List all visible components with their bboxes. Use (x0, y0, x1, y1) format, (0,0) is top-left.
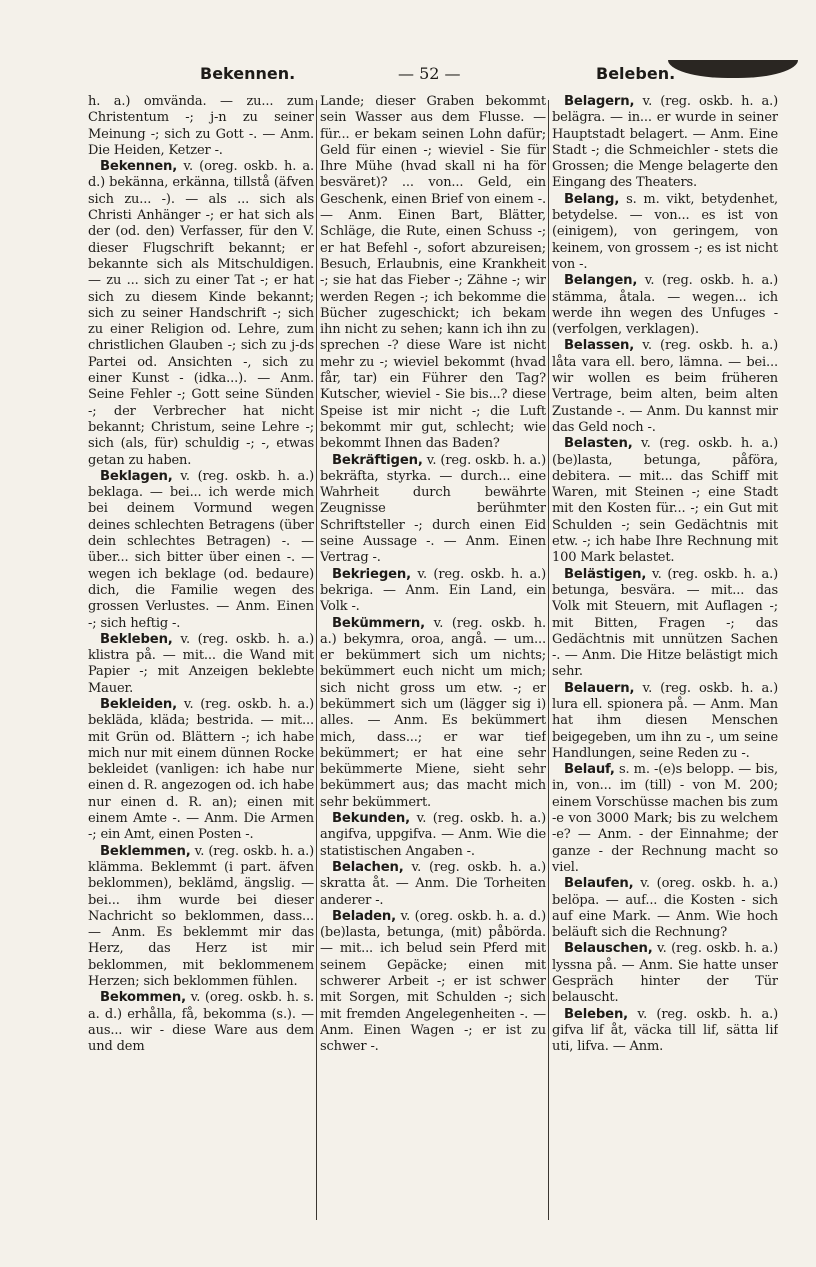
column-1 (88, 94, 314, 1244)
dictionary-entry (320, 811, 546, 860)
entry-text: v. (oreg. oskb. h. a. d.) (be)lasta, betunga, (mit) påbörda. — mit... ich belud sein Pferd mit seinem Gepäcke; einen mit schwerer Arbeit -; er ist schwer mit Sorgen, mit Schulden -; sich mit fremden Angelegenheiten -. — Anm. Einen Wagen -; er ist zu schwer -. (320, 908, 546, 1055)
entry-text: v. (oreg. oskb. h. a. d.) bekänna, erkänna, tillstå (äfven sich zu... -). — als ... sich als Christi Anhänger -; er hat sich als der (od. den) Verfasser, für den V. dieser Flugschrift bekannt; er bekannte sich als Mitschuldigen. — zu ... sich zu einer Tat -; er hat sich zu diesem Kinde bekannt; sich zu seiner Handschrift -; sich zu einer Religion od. Lehre, zum christlichen Glauben -; sich zu j-ds Partei od. Ansichten -, sich zu einer Kunst - (idka...). — Anm. Seine Fehler -; Gott seine Sünden -; der Verbrecher hat nicht bekannt; Christum, seine Lehre -; sich (als, für) schuldig -; -, etwas getan zu haben. (88, 159, 314, 468)
dictionary-entry (552, 681, 778, 762)
dictionary-entry (320, 453, 546, 567)
entry-headword: Belang, (564, 191, 620, 207)
dictionary-entry (88, 844, 314, 991)
entry-text: v. (reg. oskb. h. a.) belägra. — in... er wurde in seiner Hauptstadt belagert. — Anm. Eine Stadt -; die Schmeichler - stets die Grossen; die Menge belagerte den Eingang des Theaters. (552, 94, 778, 191)
entry-headword: Bekräftigen, (332, 452, 423, 468)
dictionary-entry (552, 1007, 778, 1056)
dictionary-entry (88, 94, 314, 159)
entry-headword: Belästigen, (564, 566, 647, 582)
column-3 (552, 94, 778, 1244)
entry-text: v. (reg. oskb. h. a.) låta vara ell. bero, lämna. — bei... wir wollen es beim früheren Vertrage, beim alten, beim alten Zustande -. — Anm. Du kannst mir das Geld noch -. (552, 338, 778, 435)
dictionary-entry (552, 338, 778, 436)
entry-text: v. (reg. oskb. h. a.) stämma, åtala. — wegen... ich werde ihn wegen des Unfuges - (verfolgen, verklagen). (552, 273, 778, 338)
entry-text: v. (reg. oskb. h. a.) bekriga. — Anm. Ein Land, ein Volk -. (320, 566, 546, 615)
dictionary-entry (552, 762, 778, 876)
entry-text: s. m. -(e)s belopp. — bis, in, von... im (till) - von M. 200; einem Vorschüsse machen bis zum -e von 3000 Mark; bis zu welchem -e? — Anm. - der Einnahme; der ganze - der Rechnung macht so viel. (552, 762, 778, 875)
header-first-entry: Bekennen. (200, 64, 296, 83)
entry-text: v. (reg. oskb. h. a.) bekräfta, styrka. — durch... eine Wahrheit durch bewährte Zeugnisse berühmter Schriftsteller -; durch einen Eid seine Aussage -. — Anm. Einen Vertrag -. (320, 452, 546, 566)
dictionary-entry (320, 909, 546, 1056)
dictionary-entry (88, 469, 314, 632)
entry-text: v. (oreg. oskb. h. s. a. d.) erhålla, få, bekomma (s.). — aus... wir - diese Ware aus dem und dem (88, 990, 314, 1055)
entry-headword: Bekleiden, (100, 696, 178, 712)
entry-headword: Bekunden, (332, 811, 410, 827)
entry-text: v. (reg. oskb. h. a.) gifva lif åt, väcka till lif, sätta lif uti, lifva. — Anm. (552, 1006, 778, 1055)
dictionary-entry (88, 632, 314, 697)
entry-text: v. (reg. oskb. h. a.) bekläda, kläda; bestrida. — mit... mit Grün od. Blättern -; ich habe mich nur mit einem dünnen Rocke bekleidet (vanligen: ich habe nur einen d. R. angezogen od. ich habe nur einen d. R. an); einen mit einem Amte -. — Anm. Die Armen -; ein Amt, einen Posten -. (88, 696, 314, 843)
entry-text: s. m. vikt, betydenhet, betydelse. — von... es ist von (einigem), von geringem, von keinem, von grossem -; es ist nicht von -. (552, 191, 778, 272)
dictionary-entry (552, 436, 778, 566)
entry-text: v. (reg. oskb. h. a.) klämma. Beklemmt (i part. äfven beklommen), beklämd, ängslig. — bei... ihm wurde bei dieser Nachricht so beklommen, dass... — Anm. Es beklemmt mir das Herz, das Herz ist mir beklommen, mit beklommenem Herzen; sich beklommen fühlen. (88, 843, 314, 990)
entry-text: Lande; dieser Graben bekommt sein Wasser aus dem Flusse. — für... er bekam seinen Lohn dafür; Geld für einen -; wieviel - Sie für Ihre Mühe (hvad skall ni ha för besväret)? ... von... Geld, ein Geschenk, einen Brief von einem -. — Anm. Einen Bart, Blätter, Schläge, die Rute, einen Schuss -; er hat Befehl -, sofort abzureisen; Besuch, Erlaubnis, eine Krankheit -; sie hat das Fieber -; Zähne -; wir werden Regen -; ich bekomme die Bücher zugeschickt; ich bekam ihn nicht zu sehen; kann ich ihn zu sprechen -? diese Ware ist nicht mehr zu -; wieviel bekommt (hvad får, tar) ein Führer den Tag? Kutscher, wieviel - Sie bis...? diese Speise ist mir nicht -; die Luft bekommt mir gut, schlecht; wie bekommt Ihnen das Baden? (320, 94, 546, 452)
entry-headword: Belassen, (564, 338, 635, 354)
entry-headword: Belasten, (564, 436, 633, 452)
page-header (88, 60, 778, 90)
dictionary-entry (88, 697, 314, 844)
dictionary-entry (552, 876, 778, 941)
entry-text: v. (reg. oskb. h. a.) angifva, uppgifva. — Anm. Wie die statistischen Angaben -. (320, 811, 546, 859)
entry-headword: Belangen, (564, 273, 638, 289)
entry-headword: Bekennen, (100, 159, 178, 175)
dictionary-entry (88, 159, 314, 469)
text-columns (88, 94, 778, 1244)
dictionary-entry (88, 990, 314, 1055)
entry-headword: Bekümmern, (332, 615, 425, 631)
entry-text: v. (oreg. oskb. h. a.) belöpa. — auf... die Kosten - sich auf eine Mark. — Anm. Wie hoch beläuft sich die Rechnung? (552, 876, 778, 941)
entry-text: v. (reg. oskb. h. a.) klistra på. — mit... die Wand mit Papier -; mit Anzeigen beklebte Mauer. (88, 631, 314, 696)
dictionary-entry (320, 860, 546, 909)
dictionary-entry (552, 941, 778, 1006)
entry-text: v. (reg. oskb. h. a.) bekymra, oroa, angå. — um... er bekümmert sich um nichts; bekümmert euch nicht um mich; sich nicht gross um etw. -; er bekümmert sich um (lägger sig i) alles. — Anm. Es bekümmert mich, dass...; er war tief bekümmert; er hat eine sehr bekümmerte Miene, sieht sehr bekümmert aus; das macht mich sehr bekümmert. (320, 615, 546, 810)
entry-headword: Beleben, (564, 1006, 629, 1022)
entry-text: v. (reg. oskb. h. a.) lura ell. spionera på. — Anm. Man hat ihm diesen Menschen beigegeben, um ihn zu -, um seine Handlungen, seine Reden zu -. (552, 680, 778, 761)
entry-text: h. a.) omvända. — zu... zum Christentum -; j-n zu seiner Meinung -; sich zu Gott -. — Anm. Die Heiden, Ketzer -. (88, 94, 314, 158)
entry-headword: Beklemmen, (100, 843, 191, 859)
dictionary-entry (320, 616, 546, 812)
entry-headword: Belagern, (564, 94, 635, 109)
entry-headword: Bekriegen, (332, 566, 412, 582)
dictionary-entry (552, 273, 778, 338)
entry-headword: Belauern, (564, 680, 635, 696)
entry-headword: Belauf, (564, 762, 615, 778)
entry-headword: Belachen, (332, 859, 404, 875)
dictionary-entry (552, 567, 778, 681)
entry-headword: Bekommen, (100, 990, 186, 1006)
entry-text: v. (reg. oskb. h. a.) (be)lasta, betunga, påföra, debitera. — mit... das Schiff mit Waren, mit Steinen -; eine Stadt mit den Kosten für... -; ein Gut mit Schulden -; sein Gedächtnis mit etw. -; ich habe Ihre Rechnung mit 100 Mark belastet. (552, 436, 778, 566)
column-2 (320, 94, 546, 1244)
dictionary-entry (320, 567, 546, 616)
page-number: — 52 — (398, 64, 461, 83)
dictionary-entry (552, 94, 778, 192)
dictionary-page (88, 60, 778, 1250)
entry-headword: Beklagen, (100, 468, 173, 484)
header-last-entry: Beleben. (596, 64, 676, 83)
entry-headword: Bekleben, (100, 631, 173, 647)
dictionary-entry (320, 94, 546, 453)
dictionary-entry (552, 192, 778, 273)
entry-headword: Belauschen, (564, 941, 653, 957)
entry-text: v. (reg. oskb. h. a.) lyssna på. — Anm. Sie hatte unser Gespräch hinter der Tür belauscht. (552, 941, 778, 1006)
entry-headword: Beladen, (332, 908, 396, 924)
entry-text: v. (reg. oskb. h. a.) betunga, besvära. — mit... das Volk mit Steuern, mit Auflagen -; mit Bitten, Fragen -; das Gedächtnis mit unnützen Sachen -. — Anm. Die Hitze belästigt mich sehr. (552, 566, 778, 680)
entry-headword: Belaufen, (564, 876, 634, 892)
entry-text: v. (reg. oskb. h. a.) skratta åt. — Anm. Die Torheiten anderer -. (320, 859, 546, 908)
entry-text: v. (reg. oskb. h. a.) beklaga. — bei... ich werde mich bei deinem Vormund wegen deines schlechten Betragens (über dein schlechtes Betragen) -. — über... sich bitter über einen -. — wegen ich beklage (od. bedaure) dich, die Familie wegen des grossen Verlustes. — Anm. Einen -; sich heftig -. (88, 468, 314, 631)
